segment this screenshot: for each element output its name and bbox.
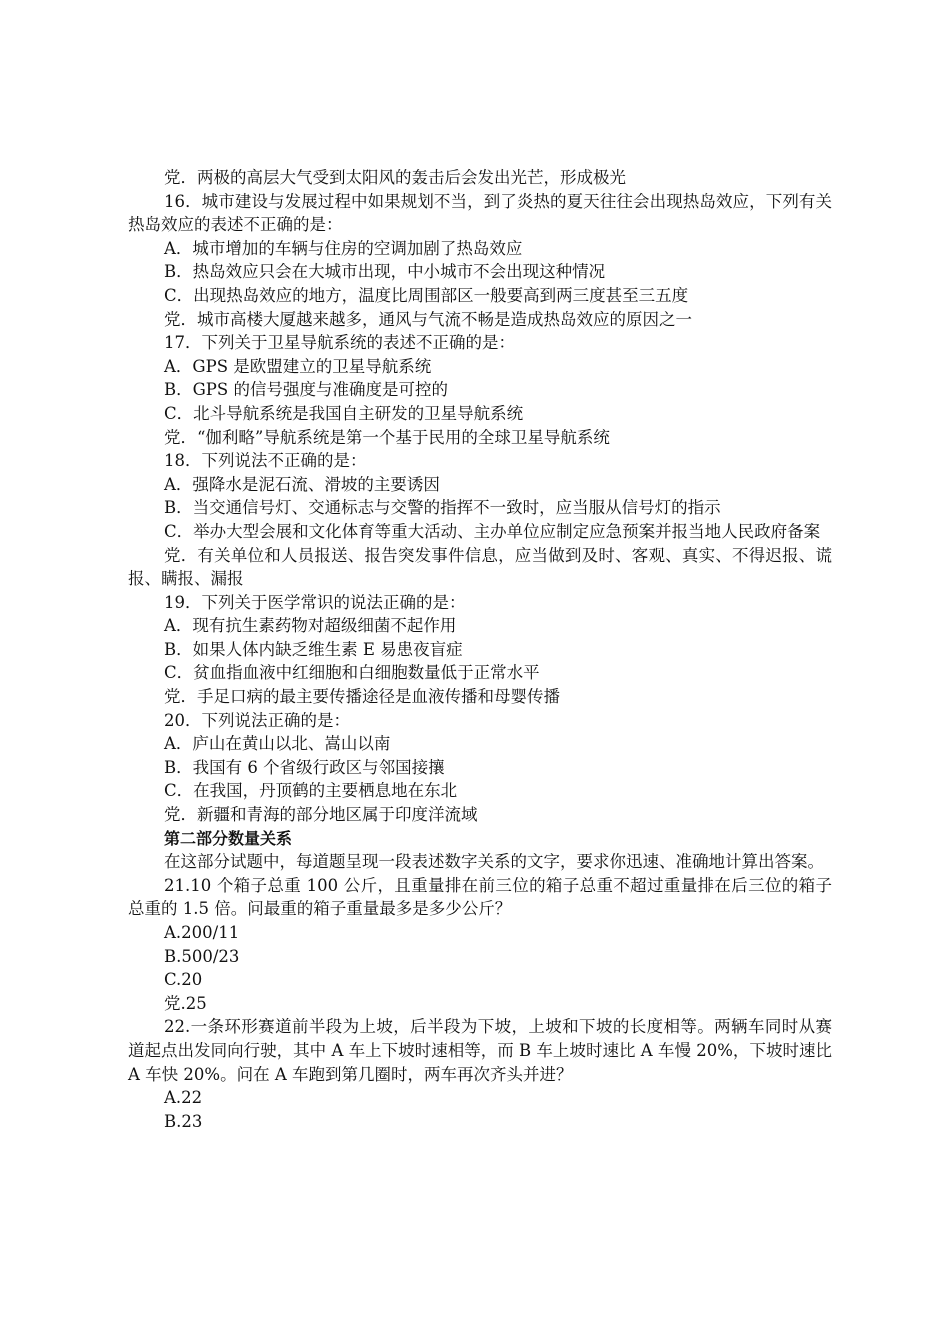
question-line: 18．下列说法不正确的是： (164, 451, 367, 471)
question-line: 21.10 个箱子总重 100 公斤，且重量排在前三位的箱子总重不超过重量排在后三位的箱子总重的 1.5 倍。问最重的箱子重量最多是多少公斤？ (128, 875, 832, 919)
option-line: B．当交通信号灯、交通标志与交警的指挥不一致时，应当服从信号灯的指示 (164, 498, 721, 518)
option-line: 党．新疆和青海的部分地区属于印度洋流域 (164, 805, 478, 825)
option-line: A．庐山在黄山以北、嵩山以南 (164, 734, 391, 754)
document-page (128, 166, 832, 1133)
option-line: B.23 (164, 1111, 203, 1131)
option-line: C．在我国，丹顶鹤的主要栖息地在东北 (164, 781, 458, 801)
option-line: C.20 (164, 970, 203, 990)
question-line: 16．城市建设与发展过程中如果规划不当，到了炎热的夏天往往会出现热岛效应，下列有关热岛效应的表述不正确的是： (128, 191, 832, 235)
option-line: A．强降水是泥石流、滑坡的主要诱因 (164, 474, 440, 494)
option-line: A．现有抗生素药物对超级细菌不起作用 (164, 616, 457, 636)
question-line: 17．下列关于卫星导航系统的表述不正确的是： (164, 333, 515, 353)
option-line: B．如果人体内缺乏维生素 E 易患夜盲症 (164, 639, 463, 659)
option-line: 党．城市高楼大厦越来越多，通风与气流不畅是造成热岛效应的原因之一 (164, 309, 692, 329)
option-line: A．城市增加的车辆与住房的空调加剧了热岛效应 (164, 238, 523, 258)
option-line: B．我国有 6 个省级行政区与邻国接攘 (164, 757, 445, 777)
question-line: 19．下列关于医学常识的说法正确的是： (164, 592, 466, 612)
option-line: C．举办大型会展和文化体育等重大活动、主办单位应制定应急预案并报当地人民政府备案 (164, 521, 821, 541)
option-line: A.22 (164, 1088, 203, 1108)
section-instructions: 在这部分试题中，每道题呈现一段表述数字关系的文字，要求你迅速、准确地计算出答案。 (164, 852, 824, 872)
section-heading: 第二部分数量关系 (164, 828, 293, 848)
question-line: 20．下列说法正确的是： (164, 710, 350, 730)
question-line: 22.一条环形赛道前半段为上坡，后半段为下坡，上坡和下坡的长度相等。两辆车同时从赛道起点出发同向行驶，其中 A 车上下坡时速相等，而 B 车上坡时速比 A 车慢 20%，下坡时速比 A 车快 20%。问在 A 车跑到第几圈时，两车再次齐头并进？ (128, 1017, 832, 1084)
option-line: 党．有关单位和人员报送、报告突发事件信息，应当做到及时、客观、真实、不得迟报、谎报、瞒报、漏报 (128, 545, 832, 589)
option-line: 党．“伽利略”导航系统是第一个基于民用的全球卫星导航系统 (164, 427, 610, 447)
option-line: C．贫血指血液中红细胞和白细胞数量低于正常水平 (164, 663, 540, 683)
option-line: 党.25 (164, 993, 207, 1013)
option-line: B．热岛效应只会在大城市出现，中小城市不会出现这种情况 (164, 262, 606, 282)
option-line: A.200/11 (164, 923, 240, 942)
option-line: C．出现热岛效应的地方，温度比周围部区一般要高到两三度甚至三五度 (164, 285, 689, 305)
option-line: 党．两极的高层大气受到太阳风的轰击后会发出光芒，形成极光 (164, 168, 626, 187)
option-line: 党．手足口病的最主要传播途径是血液传播和母婴传播 (164, 687, 560, 707)
option-line: B．GPS 的信号强度与准确度是可控的 (164, 380, 448, 400)
option-line: A．GPS 是欧盟建立的卫星导航系统 (164, 356, 432, 376)
option-line: C．北斗导航系统是我国自主研发的卫星导航系统 (164, 403, 524, 423)
option-line: B.500/23 (164, 946, 240, 966)
